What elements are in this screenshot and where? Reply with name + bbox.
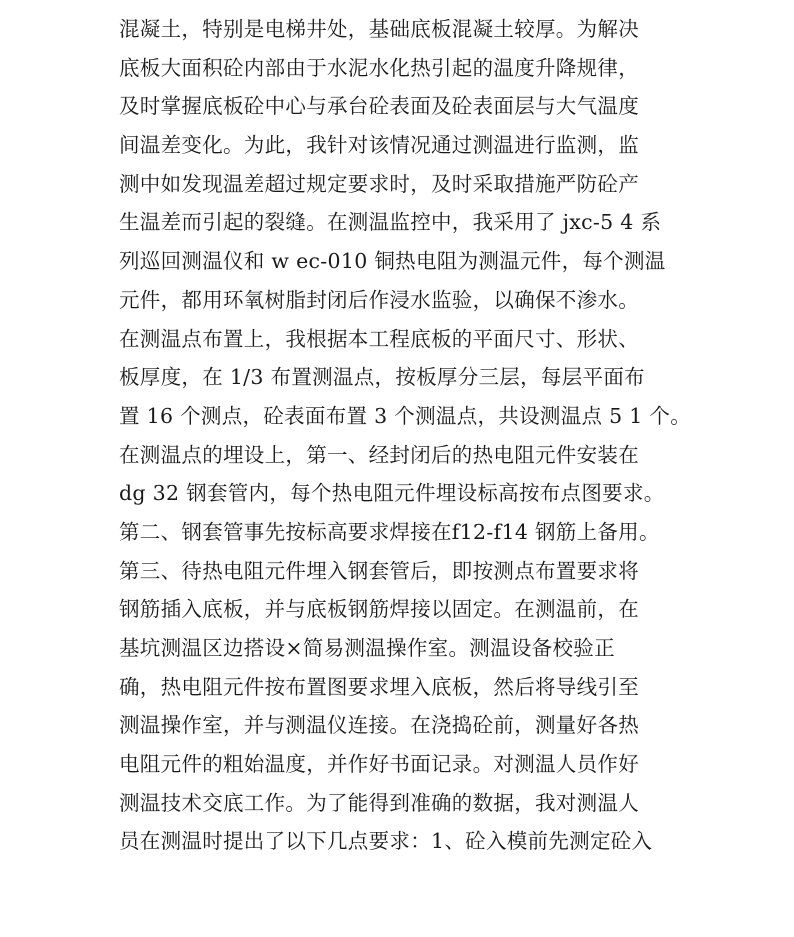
text-line: dg 32 钢套管内，每个热电阻元件埋设标高按布点图要求。 <box>119 481 665 506</box>
text-line: 列巡回测温仪和 w ec-010 铜热电阻为测温元件，每个测温 <box>119 249 666 274</box>
text-line: 电阻元件的粗始温度，并作好书面记录。对测温人员作好 <box>119 752 639 777</box>
text-line: 在测温点的埋设上，第一、经封闭后的热电阻元件安装在 <box>119 442 639 467</box>
text-line: 基坑测温区边搭设×简易测温操作室。测温设备校验正 <box>119 636 615 660</box>
text-line: 及时掌握底板砼中心与承台砼表面及砼表面层与大气温度 <box>119 94 639 119</box>
text-line: 测温操作室，并与测温仪连接。在浇捣砼前，测量好各热 <box>119 713 639 738</box>
text-line: 钢筋插入底板，并与底板钢筋焊接以固定。在测温前，在 <box>119 597 639 622</box>
text-line: 生温差而引起的裂缝。在测温监控中，我采用了 jxc-5 4 系 <box>119 210 662 235</box>
text-line: 确，热电阻元件按布置图要求埋入底板，然后将导线引至 <box>119 674 639 699</box>
text-line: 员在测温时提出了以下几点要求：1、砼入模前先测定砼入 <box>119 829 653 854</box>
text-line: 板厚度，在 1/3 布置测温点，按板厚分三层，每层平面布 <box>119 365 645 390</box>
text-line: 第三、待热电阻元件埋入钢套管后，即按测点布置要求将 <box>119 558 639 583</box>
text-line: 混凝土，特别是电梯井处，基础底板混凝土较厚。为解决 <box>119 17 639 41</box>
text-line: 底板大面积砼内部由于水泥水化热引起的温度升降规律， <box>119 55 639 80</box>
text-line: 间温差变化。为此，我针对该情况通过测温进行监测，监 <box>119 133 639 158</box>
body-text <box>119 10 699 861</box>
text-line: 第二、钢套管事先按标高要求焊接在f12-f14 钢筋上备用。 <box>119 519 660 544</box>
text-line: 测中如发现温差超过规定要求时，及时采取措施严防砼产 <box>119 171 639 196</box>
text-line: 元件，都用环氧树脂封闭后作浸水监验，以确保不渗水。 <box>119 287 639 312</box>
text-line: 测温技术交底工作。为了能得到准确的数据，我对测温人 <box>119 790 639 815</box>
text-line: 在测温点布置上，我根据本工程底板的平面尺寸、形状、 <box>119 326 639 351</box>
text-line: 置 16 个测点，砼表面布置 3 个测温点，共设测温点 5 1 个。 <box>119 403 692 428</box>
